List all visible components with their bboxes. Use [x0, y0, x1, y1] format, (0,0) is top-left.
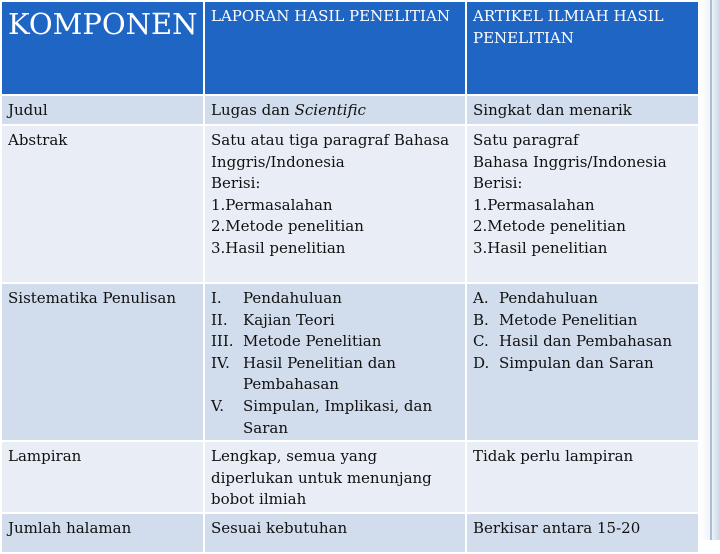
laporan-outline-list [211, 288, 459, 439]
row-sistematika [1, 283, 699, 441]
list-item [211, 353, 459, 396]
list-marker: V. [211, 396, 224, 415]
artikel-abstrak-line: 2.Metode penelitian [473, 217, 626, 236]
list-marker: A. [473, 289, 489, 307]
list-marker: I. [211, 289, 222, 307]
artikel-judul: Singkat dan menarik [466, 95, 699, 125]
artikel-outline-list [473, 288, 692, 374]
artikel-jumlah-halaman: Berkisar antara 15-20 [466, 513, 699, 553]
list-item [473, 288, 692, 310]
laporan-abstrak-line: 2.Metode penelitian [211, 217, 364, 236]
list-marker: C. [473, 332, 489, 351]
laporan-judul [204, 95, 466, 125]
laporan-sistematika [204, 283, 466, 441]
label-judul: Judul [1, 95, 204, 125]
list-item [473, 310, 692, 332]
header-row [1, 1, 699, 95]
laporan-abstrak-line: Berisi: [211, 174, 261, 193]
row-judul [1, 95, 699, 125]
list-item [211, 310, 459, 332]
list-item [473, 331, 692, 353]
header-artikel: ARTIKEL ILMIAH HASIL PENELITIAN [466, 1, 699, 95]
artikel-abstrak-line: 1.Permasalahan [473, 195, 595, 214]
list-text: Pendahuluan [243, 289, 342, 307]
laporan-judul-prefix: Lugas dan [211, 101, 290, 119]
list-text: Metode Penelitian [499, 310, 638, 329]
list-item [473, 353, 692, 375]
list-item [211, 331, 459, 353]
label-jumlah-halaman: Jumlah halaman [1, 513, 204, 553]
laporan-abstrak [204, 125, 466, 283]
list-text: Hasil dan Pembahasan [499, 332, 673, 351]
list-item [211, 288, 459, 310]
header-komponen: KOMPONEN [1, 1, 204, 95]
slide-edge-decoration [700, 0, 720, 540]
artikel-abstrak-line: Satu paragraf [473, 131, 579, 149]
artikel-abstrak-line: 3.Hasil penelitian [473, 238, 608, 257]
label-abstrak: Abstrak [1, 125, 204, 283]
artikel-lampiran: Tidak perlu lampiran [466, 441, 699, 513]
artikel-abstrak-line: Berisi: [473, 174, 523, 193]
list-text: Metode Penelitian [243, 332, 382, 351]
list-text: Pendahuluan [499, 289, 598, 307]
label-sistematika: Sistematika Penulisan [1, 283, 204, 441]
list-text: Kajian Teori [243, 310, 335, 329]
list-marker: II. [211, 310, 228, 329]
laporan-lampiran: Lengkap, semua yang diperlukan untuk menunjang bobot ilmiah [204, 441, 466, 513]
row-lampiran [1, 441, 699, 513]
list-text: Hasil Penelitian dan Pembahasan [243, 353, 396, 394]
artikel-sistematika [466, 283, 699, 441]
list-marker: III. [211, 332, 234, 351]
list-marker: IV. [211, 353, 230, 372]
laporan-jumlah-halaman: Sesuai kebutuhan [204, 513, 466, 553]
row-abstrak [1, 125, 699, 283]
laporan-abstrak-line: Satu atau tiga paragraf Bahasa Inggris/Indonesia [211, 131, 450, 171]
label-lampiran: Lampiran [1, 441, 204, 513]
list-item [211, 396, 459, 439]
laporan-judul-italic: Scientific [294, 101, 366, 119]
slide-edge-line [710, 0, 712, 540]
list-text: Simpulan, Implikasi, dan Saran [243, 396, 433, 437]
artikel-abstrak [466, 125, 699, 283]
artikel-abstrak-line: Bahasa Inggris/Indonesia [473, 152, 667, 171]
laporan-abstrak-line: 1.Permasalahan [211, 195, 333, 214]
header-laporan: LAPORAN HASIL PENELITIAN [204, 1, 466, 95]
list-text: Simpulan dan Saran [499, 353, 654, 372]
row-jumlah-halaman [1, 513, 699, 553]
list-marker: D. [473, 353, 490, 372]
list-marker: B. [473, 310, 489, 329]
laporan-abstrak-line: 3.Hasil penelitian [211, 238, 346, 257]
